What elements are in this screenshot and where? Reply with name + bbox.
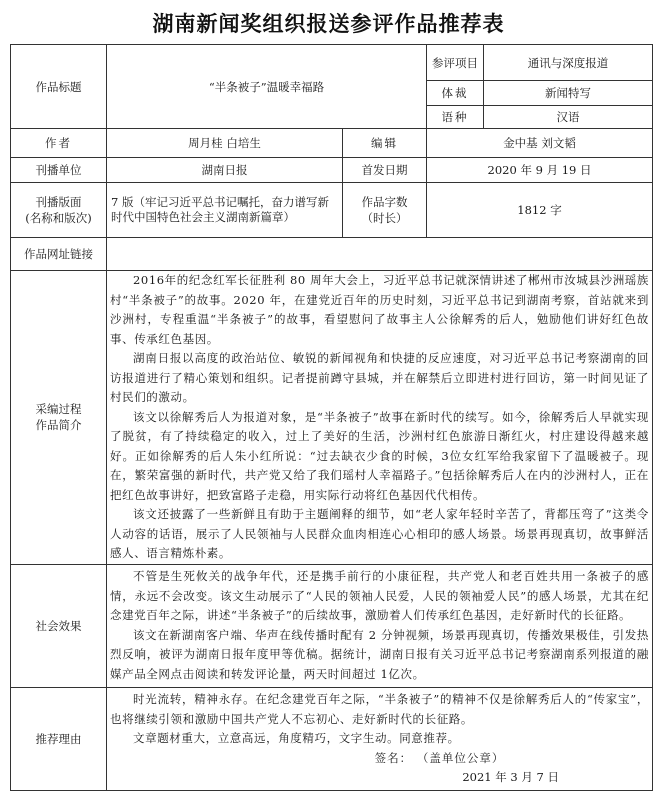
summary-paragraph: 2016年的纪念红军长征胜利 80 周年大会上，习近平总书记就深情讲述了郴州市汝城县沙洲瑶族村“半条被子”的故事。2020 年，在建党近百年的历史时刻，习近平总书记到湖南考察，首站就来到沙洲村，专程重温“半条被子”的故事，看望慰问了故事主人公徐解秀的后人，勉励他们讲好红色故事、传承红色基因。 [110, 273, 650, 346]
summary-paragraph: 该文还披露了一些新鲜且有助于主题阐释的细节，如“老人家年轻时辛苦了，背都压弯了”这类令人动容的话语，展示了人民领袖与人民群众血肉相连心心相印的感人场景。场景再现真切，故事鲜活感人、语言精炼朴素。 [110, 507, 650, 560]
author-value: 周月桂 白培生 [107, 129, 343, 158]
word-count-label [343, 183, 427, 238]
recommendation-form [10, 44, 653, 791]
publisher-value: 湖南日报 [107, 158, 343, 183]
signature-line: 签名： （盖单位公章） [374, 750, 505, 765]
reason-label: 推荐理由 [11, 687, 107, 790]
summary-paragraph: 湖南日报以高度的政治站位、敏锐的新闻视角和快捷的反应速度，对习近平总书记考察湖南的回访报道进行了精心策划和组织。记者提前蹲守县城，并在解禁后立即进村进行回访，第一时间见证了村民们的激动。 [110, 351, 650, 404]
language-label: 语种 [427, 106, 484, 129]
effect-body [107, 564, 653, 687]
category-label: 参评项目 [427, 45, 484, 81]
layout-value: 7 版（牢记习近平总书记嘱托，奋力谱写新时代中国特色社会主义湖南新篇章） [107, 183, 343, 238]
effect-paragraph: 不管是生死攸关的战争年代，还是携手前行的小康征程，共产党人和老百姓共用一条被子的感情，永远不会改变。该文生动展示了“人民的领袖人民爱，人民的领袖爱人民”的感人场景，尤其在纪念建党百年之际，讲述“半条被子”的后续故事，激励着人们传承红色基因，走好新时代的长征路。 [110, 569, 650, 622]
first-date-value: 2020 年 9 月 19 日 [427, 158, 653, 183]
author-label: 作者 [11, 129, 107, 158]
word-count-label-line2: （时长） [361, 211, 408, 225]
layout-label-line1: 刊播版面 [35, 195, 82, 209]
word-count-value: 1812 字 [427, 183, 653, 238]
signature-date: 2021 年 3 月 7 日 [462, 769, 560, 784]
reason-paragraph: 时光流转，精神永存。在纪念建党百年之际，“半条被子”的精神不仅是徐解秀后人的“传家宝”，也将继续引领和激励中国共产党人不忘初心、走好新时代的长征路。 [110, 692, 650, 726]
word-count-label-line1: 作品字数 [361, 195, 408, 209]
summary-label [11, 271, 107, 565]
reason-body [107, 687, 653, 790]
reason-paragraph: 文章题材重大，立意高远，角度精巧，文字生动。同意推荐。 [133, 731, 460, 746]
editor-label: 编辑 [343, 129, 427, 158]
work-title-label: 作品标题 [11, 45, 107, 129]
layout-label-line2: (名称和版次) [25, 211, 92, 225]
layout-label [11, 183, 107, 238]
publisher-label: 刊播单位 [11, 158, 107, 183]
effect-paragraph: 该文在新湖南客户端、华声在线传播时配有 2 分钟视频，场景再现真切，传播效果极佳，引发热烈反响，被评为湖南日报年度甲等优稿。据统计，湖南日报有关习近平总书记考察湖南系列报道的融媒产品全网点击阅读和转发评论量，两天时间超过 1亿次。 [110, 627, 650, 681]
category-value: 通讯与深度报道 [484, 45, 653, 81]
editor-value: 金中基 刘文韬 [427, 129, 653, 158]
form-title: 湖南新闻奖组织报送参评作品推荐表 [152, 12, 505, 36]
summary-paragraph: 该文以徐解秀后人为报道对象，是“半条被子”故事在新时代的续写。如今，徐解秀后人早就实现了脱贫，有了持续稳定的收入，过上了美好的生活，沙洲村红色旅游日渐红火，村庄建设得越来越好。正如徐解秀的后人朱小红所说：“过去缺衣少食的时候，3位女红军给我家留下了温暖被子。现在，繁荣富强的新时代，共产党又给了我们瑶村人幸福路子。”包括徐解秀后人在内的沙洲村人，正在把红色故事讲好，把致富路子走稳，用实际行动将红色基因代代相传。 [110, 409, 650, 502]
language-value: 汉语 [484, 106, 653, 129]
summary-body [107, 271, 653, 565]
genre-label: 体裁 [427, 81, 484, 106]
link-value [107, 238, 653, 271]
summary-label-line2: 作品简介 [35, 418, 82, 433]
summary-label-line1: 采编过程 [35, 402, 82, 417]
work-title-value: “半条被子”温暖幸福路 [107, 45, 427, 129]
first-date-label: 首发日期 [343, 158, 427, 183]
link-label: 作品网址链接 [11, 238, 107, 271]
effect-label: 社会效果 [11, 564, 107, 687]
genre-value: 新闻特写 [484, 81, 653, 106]
